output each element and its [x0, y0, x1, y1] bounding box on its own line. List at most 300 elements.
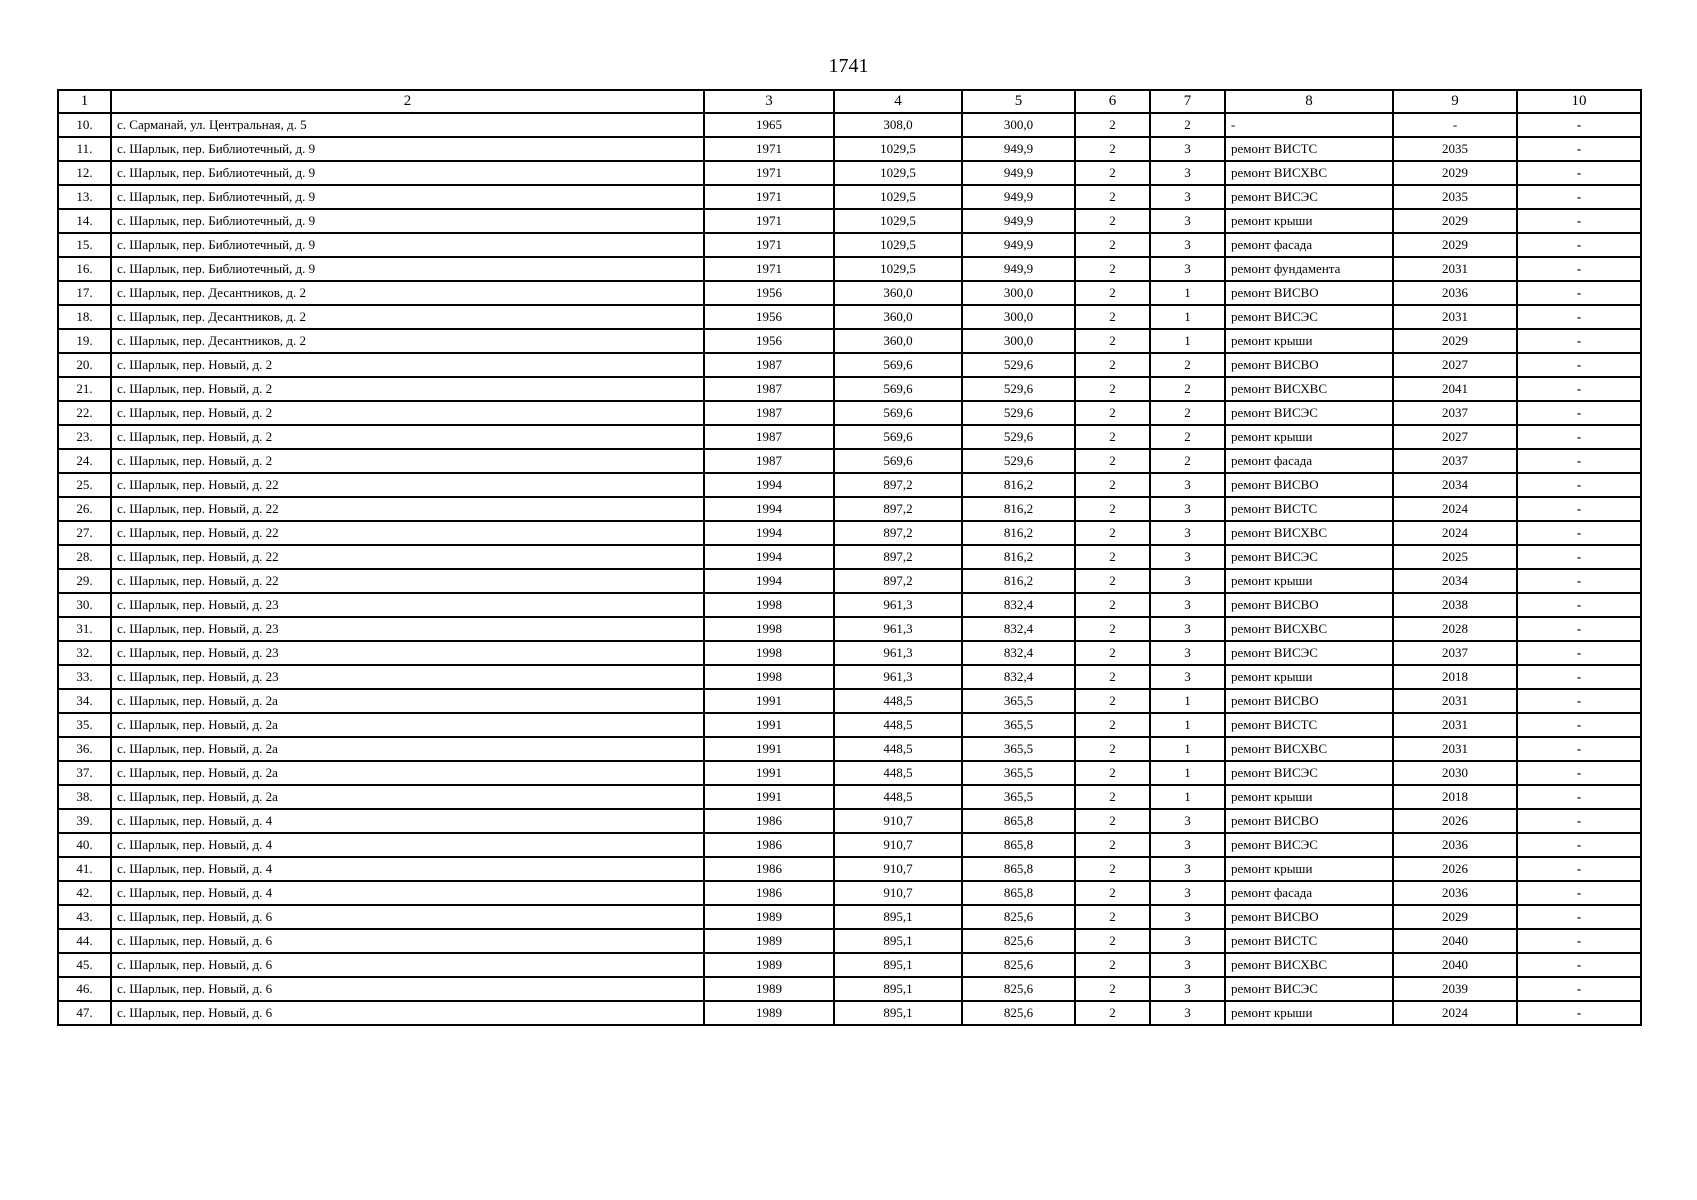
- cell-total-area: 897,2: [834, 473, 962, 497]
- cell-living-area: 300,0: [962, 281, 1075, 305]
- cell-build-year: 1998: [704, 665, 834, 689]
- cell-total-area: 895,1: [834, 1001, 962, 1025]
- cell-living-area: 816,2: [962, 497, 1075, 521]
- cell-floors: 2: [1075, 593, 1150, 617]
- cell-entrances: 1: [1150, 281, 1225, 305]
- cell-floors: 2: [1075, 257, 1150, 281]
- cell-floors: 2: [1075, 137, 1150, 161]
- cell-row-number: 42.: [58, 881, 111, 905]
- cell-row-number: 27.: [58, 521, 111, 545]
- cell-planned-year: 2031: [1393, 305, 1517, 329]
- cell-address: с. Шарлык, пер. Новый, д. 22: [111, 497, 704, 521]
- cell-floors: 2: [1075, 569, 1150, 593]
- cell-living-area: 949,9: [962, 233, 1075, 257]
- cell-address: с. Шарлык, пер. Новый, д. 2а: [111, 689, 704, 713]
- cell-floors: 2: [1075, 209, 1150, 233]
- cell-build-year: 1991: [704, 761, 834, 785]
- table-row: [58, 617, 1641, 641]
- cell-entrances: 3: [1150, 665, 1225, 689]
- cell-note: -: [1517, 977, 1641, 1001]
- cell-total-area: 448,5: [834, 713, 962, 737]
- cell-entrances: 3: [1150, 1001, 1225, 1025]
- cell-living-area: 825,6: [962, 1001, 1075, 1025]
- header-row: [58, 90, 1641, 113]
- cell-note: -: [1517, 713, 1641, 737]
- cell-planned-year: 2031: [1393, 737, 1517, 761]
- cell-work-type: ремонт ВИСХВС: [1225, 617, 1393, 641]
- column-header-5: 5: [962, 90, 1075, 113]
- cell-planned-year: 2027: [1393, 353, 1517, 377]
- cell-living-area: 825,6: [962, 977, 1075, 1001]
- cell-entrances: 3: [1150, 617, 1225, 641]
- cell-planned-year: 2029: [1393, 905, 1517, 929]
- cell-work-type: ремонт крыши: [1225, 857, 1393, 881]
- cell-planned-year: 2025: [1393, 545, 1517, 569]
- cell-planned-year: 2035: [1393, 137, 1517, 161]
- cell-planned-year: 2029: [1393, 161, 1517, 185]
- cell-note: -: [1517, 281, 1641, 305]
- cell-address: с. Шарлык, пер. Новый, д. 22: [111, 521, 704, 545]
- cell-entrances: 3: [1150, 953, 1225, 977]
- cell-address: с. Шарлык, пер. Библиотечный, д. 9: [111, 137, 704, 161]
- cell-living-area: 825,6: [962, 905, 1075, 929]
- cell-planned-year: 2040: [1393, 929, 1517, 953]
- cell-row-number: 25.: [58, 473, 111, 497]
- cell-living-area: 816,2: [962, 473, 1075, 497]
- cell-row-number: 37.: [58, 761, 111, 785]
- cell-work-type: ремонт ВИСВО: [1225, 809, 1393, 833]
- cell-build-year: 1989: [704, 953, 834, 977]
- cell-planned-year: 2024: [1393, 1001, 1517, 1025]
- cell-note: -: [1517, 617, 1641, 641]
- cell-row-number: 31.: [58, 617, 111, 641]
- cell-note: -: [1517, 257, 1641, 281]
- cell-floors: 2: [1075, 185, 1150, 209]
- column-header-1: 1: [58, 90, 111, 113]
- cell-living-area: 300,0: [962, 113, 1075, 137]
- cell-note: -: [1517, 881, 1641, 905]
- cell-address: с. Шарлык, пер. Новый, д. 2: [111, 401, 704, 425]
- cell-floors: 2: [1075, 377, 1150, 401]
- cell-work-type: ремонт фундамента: [1225, 257, 1393, 281]
- cell-living-area: 529,6: [962, 449, 1075, 473]
- cell-note: -: [1517, 665, 1641, 689]
- cell-entrances: 3: [1150, 569, 1225, 593]
- cell-work-type: ремонт ВИСХВС: [1225, 953, 1393, 977]
- cell-work-type: -: [1225, 113, 1393, 137]
- cell-build-year: 1986: [704, 881, 834, 905]
- table-row: [58, 185, 1641, 209]
- cell-living-area: 365,5: [962, 737, 1075, 761]
- cell-living-area: 832,4: [962, 593, 1075, 617]
- cell-floors: 2: [1075, 449, 1150, 473]
- cell-work-type: ремонт ВИСЭС: [1225, 305, 1393, 329]
- table-row: [58, 329, 1641, 353]
- cell-floors: 2: [1075, 281, 1150, 305]
- cell-planned-year: 2030: [1393, 761, 1517, 785]
- cell-entrances: 2: [1150, 377, 1225, 401]
- cell-row-number: 32.: [58, 641, 111, 665]
- cell-build-year: 1971: [704, 137, 834, 161]
- cell-note: -: [1517, 425, 1641, 449]
- cell-note: -: [1517, 641, 1641, 665]
- cell-row-number: 14.: [58, 209, 111, 233]
- cell-build-year: 1971: [704, 257, 834, 281]
- cell-total-area: 895,1: [834, 977, 962, 1001]
- cell-row-number: 34.: [58, 689, 111, 713]
- cell-row-number: 43.: [58, 905, 111, 929]
- cell-floors: 2: [1075, 761, 1150, 785]
- cell-build-year: 1998: [704, 617, 834, 641]
- cell-note: -: [1517, 545, 1641, 569]
- cell-total-area: 308,0: [834, 113, 962, 137]
- cell-work-type: ремонт ВИСВО: [1225, 905, 1393, 929]
- table-row: [58, 473, 1641, 497]
- cell-address: с. Шарлык, пер. Библиотечный, д. 9: [111, 233, 704, 257]
- cell-living-area: 865,8: [962, 857, 1075, 881]
- table-row: [58, 233, 1641, 257]
- cell-entrances: 1: [1150, 713, 1225, 737]
- cell-work-type: ремонт крыши: [1225, 209, 1393, 233]
- cell-work-type: ремонт ВИСВО: [1225, 353, 1393, 377]
- cell-note: -: [1517, 1001, 1641, 1025]
- cell-address: с. Шарлык, пер. Новый, д. 2а: [111, 713, 704, 737]
- cell-note: -: [1517, 305, 1641, 329]
- cell-entrances: 3: [1150, 257, 1225, 281]
- cell-row-number: 26.: [58, 497, 111, 521]
- cell-work-type: ремонт ВИСХВС: [1225, 521, 1393, 545]
- cell-build-year: 1971: [704, 209, 834, 233]
- cell-row-number: 33.: [58, 665, 111, 689]
- cell-living-area: 865,8: [962, 809, 1075, 833]
- table-row: [58, 713, 1641, 737]
- cell-build-year: 1987: [704, 425, 834, 449]
- cell-entrances: 2: [1150, 401, 1225, 425]
- cell-row-number: 16.: [58, 257, 111, 281]
- cell-total-area: 895,1: [834, 905, 962, 929]
- cell-address: с. Шарлык, пер. Новый, д. 6: [111, 905, 704, 929]
- column-header-4: 4: [834, 90, 962, 113]
- cell-total-area: 910,7: [834, 881, 962, 905]
- cell-living-area: 949,9: [962, 137, 1075, 161]
- cell-note: -: [1517, 329, 1641, 353]
- cell-entrances: 3: [1150, 185, 1225, 209]
- cell-planned-year: 2038: [1393, 593, 1517, 617]
- cell-work-type: ремонт крыши: [1225, 665, 1393, 689]
- cell-total-area: 910,7: [834, 857, 962, 881]
- cell-total-area: 1029,5: [834, 209, 962, 233]
- cell-entrances: 1: [1150, 785, 1225, 809]
- cell-entrances: 3: [1150, 809, 1225, 833]
- cell-planned-year: 2036: [1393, 281, 1517, 305]
- cell-planned-year: 2029: [1393, 329, 1517, 353]
- cell-total-area: 448,5: [834, 737, 962, 761]
- cell-row-number: 20.: [58, 353, 111, 377]
- cell-entrances: 3: [1150, 161, 1225, 185]
- cell-build-year: 1956: [704, 281, 834, 305]
- cell-address: с. Шарлык, пер. Новый, д. 23: [111, 641, 704, 665]
- cell-build-year: 1994: [704, 473, 834, 497]
- cell-build-year: 1971: [704, 185, 834, 209]
- cell-work-type: ремонт фасада: [1225, 881, 1393, 905]
- cell-build-year: 1991: [704, 689, 834, 713]
- table-row: [58, 593, 1641, 617]
- cell-build-year: 1994: [704, 497, 834, 521]
- cell-floors: 2: [1075, 329, 1150, 353]
- cell-total-area: 961,3: [834, 617, 962, 641]
- cell-living-area: 816,2: [962, 521, 1075, 545]
- cell-row-number: 12.: [58, 161, 111, 185]
- cell-living-area: 949,9: [962, 257, 1075, 281]
- cell-floors: 2: [1075, 809, 1150, 833]
- cell-build-year: 1989: [704, 977, 834, 1001]
- cell-row-number: 46.: [58, 977, 111, 1001]
- cell-work-type: ремонт ВИСЭС: [1225, 977, 1393, 1001]
- cell-entrances: 1: [1150, 761, 1225, 785]
- cell-build-year: 1991: [704, 713, 834, 737]
- cell-entrances: 3: [1150, 593, 1225, 617]
- cell-planned-year: 2024: [1393, 521, 1517, 545]
- table-row: [58, 737, 1641, 761]
- cell-row-number: 47.: [58, 1001, 111, 1025]
- cell-note: -: [1517, 185, 1641, 209]
- cell-note: -: [1517, 137, 1641, 161]
- cell-work-type: ремонт ВИСВО: [1225, 593, 1393, 617]
- cell-total-area: 448,5: [834, 785, 962, 809]
- cell-note: -: [1517, 521, 1641, 545]
- cell-planned-year: 2037: [1393, 401, 1517, 425]
- table-row: [58, 809, 1641, 833]
- cell-build-year: 1989: [704, 905, 834, 929]
- cell-floors: 2: [1075, 161, 1150, 185]
- cell-note: -: [1517, 785, 1641, 809]
- cell-total-area: 569,6: [834, 401, 962, 425]
- table-row: [58, 401, 1641, 425]
- cell-total-area: 1029,5: [834, 233, 962, 257]
- cell-planned-year: 2031: [1393, 689, 1517, 713]
- cell-planned-year: 2029: [1393, 233, 1517, 257]
- cell-planned-year: 2036: [1393, 881, 1517, 905]
- cell-floors: 2: [1075, 689, 1150, 713]
- cell-floors: 2: [1075, 617, 1150, 641]
- cell-work-type: ремонт ВИСХВС: [1225, 737, 1393, 761]
- cell-planned-year: 2026: [1393, 857, 1517, 881]
- cell-living-area: 949,9: [962, 209, 1075, 233]
- cell-note: -: [1517, 569, 1641, 593]
- cell-address: с. Шарлык, пер. Новый, д. 4: [111, 881, 704, 905]
- cell-row-number: 15.: [58, 233, 111, 257]
- table-row: [58, 545, 1641, 569]
- cell-living-area: 529,6: [962, 401, 1075, 425]
- cell-planned-year: 2018: [1393, 665, 1517, 689]
- cell-address: с. Шарлык, пер. Библиотечный, д. 9: [111, 209, 704, 233]
- table-row: [58, 1001, 1641, 1025]
- cell-planned-year: 2027: [1393, 425, 1517, 449]
- cell-address: с. Шарлык, пер. Десантников, д. 2: [111, 329, 704, 353]
- table-row: [58, 137, 1641, 161]
- cell-floors: 2: [1075, 737, 1150, 761]
- cell-row-number: 39.: [58, 809, 111, 833]
- cell-work-type: ремонт крыши: [1225, 425, 1393, 449]
- cell-entrances: 3: [1150, 473, 1225, 497]
- cell-address: с. Шарлык, пер. Десантников, д. 2: [111, 305, 704, 329]
- table-row: [58, 209, 1641, 233]
- cell-address: с. Шарлык, пер. Новый, д. 2: [111, 449, 704, 473]
- cell-total-area: 897,2: [834, 521, 962, 545]
- cell-note: -: [1517, 929, 1641, 953]
- cell-floors: 2: [1075, 545, 1150, 569]
- table-row: [58, 641, 1641, 665]
- cell-total-area: 569,6: [834, 377, 962, 401]
- cell-total-area: 569,6: [834, 353, 962, 377]
- cell-entrances: 2: [1150, 113, 1225, 137]
- cell-planned-year: 2034: [1393, 473, 1517, 497]
- cell-address: с. Шарлык, пер. Библиотечный, д. 9: [111, 161, 704, 185]
- table-row: [58, 761, 1641, 785]
- cell-total-area: 569,6: [834, 425, 962, 449]
- cell-floors: 2: [1075, 929, 1150, 953]
- table-row: [58, 569, 1641, 593]
- cell-row-number: 21.: [58, 377, 111, 401]
- cell-build-year: 1998: [704, 641, 834, 665]
- cell-build-year: 1994: [704, 545, 834, 569]
- cell-row-number: 30.: [58, 593, 111, 617]
- table-row: [58, 497, 1641, 521]
- column-header-8: 8: [1225, 90, 1393, 113]
- cell-build-year: 1987: [704, 449, 834, 473]
- cell-living-area: 825,6: [962, 953, 1075, 977]
- cell-floors: 2: [1075, 713, 1150, 737]
- cell-work-type: ремонт ВИСХВС: [1225, 377, 1393, 401]
- column-header-2: 2: [111, 90, 704, 113]
- cell-note: -: [1517, 449, 1641, 473]
- cell-total-area: 961,3: [834, 665, 962, 689]
- cell-address: с. Шарлык, пер. Новый, д. 23: [111, 593, 704, 617]
- table-row: [58, 905, 1641, 929]
- cell-build-year: 1989: [704, 1001, 834, 1025]
- cell-address: с. Шарлык, пер. Новый, д. 2а: [111, 761, 704, 785]
- cell-note: -: [1517, 233, 1641, 257]
- cell-row-number: 19.: [58, 329, 111, 353]
- cell-build-year: 1965: [704, 113, 834, 137]
- cell-build-year: 1991: [704, 737, 834, 761]
- cell-build-year: 1987: [704, 353, 834, 377]
- cell-entrances: 3: [1150, 641, 1225, 665]
- cell-row-number: 41.: [58, 857, 111, 881]
- cell-total-area: 910,7: [834, 809, 962, 833]
- table-row: [58, 305, 1641, 329]
- cell-living-area: 825,6: [962, 929, 1075, 953]
- cell-planned-year: 2037: [1393, 449, 1517, 473]
- cell-work-type: ремонт крыши: [1225, 1001, 1393, 1025]
- cell-total-area: 895,1: [834, 953, 962, 977]
- cell-entrances: 3: [1150, 929, 1225, 953]
- table-row: [58, 377, 1641, 401]
- table-row: [58, 353, 1641, 377]
- cell-address: с. Шарлык, пер. Новый, д. 22: [111, 473, 704, 497]
- cell-living-area: 949,9: [962, 185, 1075, 209]
- cell-entrances: 3: [1150, 497, 1225, 521]
- cell-total-area: 360,0: [834, 329, 962, 353]
- cell-floors: 2: [1075, 425, 1150, 449]
- cell-row-number: 45.: [58, 953, 111, 977]
- cell-total-area: 448,5: [834, 761, 962, 785]
- cell-total-area: 448,5: [834, 689, 962, 713]
- cell-entrances: 3: [1150, 881, 1225, 905]
- cell-total-area: 1029,5: [834, 161, 962, 185]
- table-row: [58, 281, 1641, 305]
- table-row: [58, 689, 1641, 713]
- table-row: [58, 929, 1641, 953]
- cell-floors: 2: [1075, 665, 1150, 689]
- cell-living-area: 529,6: [962, 377, 1075, 401]
- cell-note: -: [1517, 113, 1641, 137]
- cell-floors: 2: [1075, 521, 1150, 545]
- cell-note: -: [1517, 473, 1641, 497]
- cell-floors: 2: [1075, 113, 1150, 137]
- cell-row-number: 11.: [58, 137, 111, 161]
- cell-build-year: 1987: [704, 377, 834, 401]
- cell-build-year: 1994: [704, 569, 834, 593]
- cell-row-number: 44.: [58, 929, 111, 953]
- cell-address: с. Шарлык, пер. Новый, д. 2: [111, 377, 704, 401]
- cell-address: с. Шарлык, пер. Новый, д. 4: [111, 809, 704, 833]
- cell-living-area: 832,4: [962, 665, 1075, 689]
- cell-floors: 2: [1075, 833, 1150, 857]
- cell-note: -: [1517, 809, 1641, 833]
- cell-address: с. Шарлык, пер. Новый, д. 4: [111, 857, 704, 881]
- cell-entrances: 1: [1150, 689, 1225, 713]
- cell-work-type: ремонт ВИСТС: [1225, 497, 1393, 521]
- cell-address: с. Шарлык, пер. Новый, д. 2: [111, 353, 704, 377]
- cell-planned-year: -: [1393, 113, 1517, 137]
- cell-living-area: 365,5: [962, 761, 1075, 785]
- cell-total-area: 961,3: [834, 593, 962, 617]
- table-row: [58, 953, 1641, 977]
- cell-living-area: 529,6: [962, 353, 1075, 377]
- cell-build-year: 1998: [704, 593, 834, 617]
- cell-row-number: 10.: [58, 113, 111, 137]
- table-row: [58, 881, 1641, 905]
- cell-planned-year: 2040: [1393, 953, 1517, 977]
- cell-note: -: [1517, 161, 1641, 185]
- cell-address: с. Шарлык, пер. Десантников, д. 2: [111, 281, 704, 305]
- cell-note: -: [1517, 857, 1641, 881]
- cell-address: с. Шарлык, пер. Новый, д. 23: [111, 665, 704, 689]
- cell-living-area: 365,5: [962, 713, 1075, 737]
- cell-floors: 2: [1075, 881, 1150, 905]
- cell-entrances: 1: [1150, 329, 1225, 353]
- cell-build-year: 1971: [704, 161, 834, 185]
- cell-work-type: ремонт крыши: [1225, 329, 1393, 353]
- cell-address: с. Шарлык, пер. Новый, д. 2а: [111, 737, 704, 761]
- cell-living-area: 832,4: [962, 617, 1075, 641]
- cell-row-number: 22.: [58, 401, 111, 425]
- cell-entrances: 3: [1150, 137, 1225, 161]
- cell-entrances: 3: [1150, 545, 1225, 569]
- housing-repair-table: [57, 89, 1642, 1026]
- cell-entrances: 3: [1150, 233, 1225, 257]
- column-header-3: 3: [704, 90, 834, 113]
- cell-build-year: 1986: [704, 809, 834, 833]
- table-row: [58, 833, 1641, 857]
- table-row: [58, 521, 1641, 545]
- cell-floors: 2: [1075, 353, 1150, 377]
- cell-note: -: [1517, 953, 1641, 977]
- cell-planned-year: 2031: [1393, 257, 1517, 281]
- cell-address: с. Шарлык, пер. Библиотечный, д. 9: [111, 257, 704, 281]
- cell-work-type: ремонт ВИСЭС: [1225, 545, 1393, 569]
